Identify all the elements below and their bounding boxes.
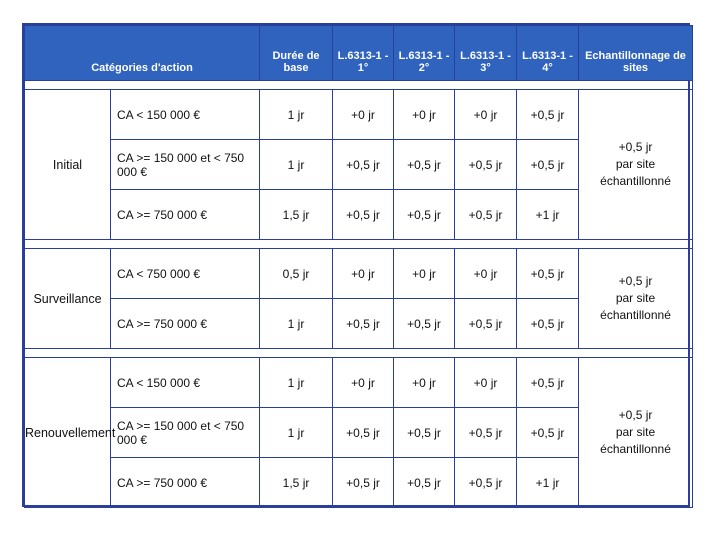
l6313-4-cell: +1 jr: [517, 190, 579, 240]
l6313-4-cell: +0,5 jr: [517, 408, 579, 458]
l6313-2-cell: +0,5 jr: [394, 408, 455, 458]
ca-threshold-cell: CA < 150 000 €: [111, 90, 260, 140]
spacer-row: [25, 349, 693, 358]
ca-threshold-cell: CA < 150 000 €: [111, 358, 260, 408]
table-row: [25, 90, 693, 140]
base-duration-cell: 1,5 jr: [260, 458, 333, 508]
l6313-1-cell: +0 jr: [333, 90, 394, 140]
l6313-2-cell: +0 jr: [394, 249, 455, 299]
header-l6313-1: L.6313-1 - 1°: [333, 26, 394, 81]
l6313-4-cell: +0,5 jr: [517, 140, 579, 190]
header-categories: Catégories d'action: [25, 26, 260, 81]
base-duration-cell: 1 jr: [260, 408, 333, 458]
l6313-2-cell: +0,5 jr: [394, 190, 455, 240]
l6313-4-cell: +0,5 jr: [517, 299, 579, 349]
l6313-3-cell: +0,5 jr: [455, 140, 517, 190]
site-sampling-cell: [579, 90, 693, 240]
ca-threshold-cell: CA >= 750 000 €: [111, 190, 260, 240]
l6313-3-cell: +0,5 jr: [455, 299, 517, 349]
l6313-2-cell: +0,5 jr: [394, 458, 455, 508]
site-sampling-line: par site échantillonné: [600, 291, 671, 322]
spacer-row: [25, 81, 693, 90]
base-duration-cell: 0,5 jr: [260, 249, 333, 299]
ca-threshold-cell: CA >= 750 000 €: [111, 458, 260, 508]
header-row: [25, 26, 693, 81]
l6313-3-cell: +0,5 jr: [455, 190, 517, 240]
base-duration-cell: 1 jr: [260, 90, 333, 140]
table-row: [25, 358, 693, 408]
ca-threshold-cell: CA >= 150 000 et < 750 000 €: [111, 140, 260, 190]
category-cell: Renouvellement: [25, 358, 111, 508]
site-sampling-line: par site échantillonné: [600, 157, 671, 188]
l6313-4-cell: +0,5 jr: [517, 249, 579, 299]
category-cell: Surveillance: [25, 249, 111, 349]
site-sampling-line: +0,5 jr: [618, 408, 653, 422]
site-sampling-cell: [579, 249, 693, 349]
l6313-2-cell: +0 jr: [394, 358, 455, 408]
l6313-4-cell: +1 jr: [517, 458, 579, 508]
spacer-cell: [25, 349, 693, 358]
l6313-2-cell: +0,5 jr: [394, 140, 455, 190]
audit-duration-table-container: [22, 23, 690, 507]
l6313-3-cell: +0 jr: [455, 358, 517, 408]
l6313-1-cell: +0,5 jr: [333, 140, 394, 190]
l6313-1-cell: +0,5 jr: [333, 408, 394, 458]
l6313-1-cell: +0,5 jr: [333, 299, 394, 349]
header-l6313-2: L.6313-1 - 2°: [394, 26, 455, 81]
site-sampling-cell: [579, 358, 693, 508]
header-base-duration: Durée de base: [260, 26, 333, 81]
table-row: [25, 249, 693, 299]
l6313-2-cell: +0,5 jr: [394, 299, 455, 349]
l6313-2-cell: +0 jr: [394, 90, 455, 140]
l6313-3-cell: +0 jr: [455, 90, 517, 140]
spacer-cell: [25, 240, 693, 249]
l6313-3-cell: +0,5 jr: [455, 408, 517, 458]
base-duration-cell: 1 jr: [260, 358, 333, 408]
l6313-3-cell: +0,5 jr: [455, 458, 517, 508]
l6313-3-cell: +0 jr: [455, 249, 517, 299]
base-duration-cell: 1 jr: [260, 299, 333, 349]
site-sampling-line: +0,5 jr: [618, 140, 653, 154]
header-l6313-4: L.6313-1 - 4°: [517, 26, 579, 81]
l6313-1-cell: +0 jr: [333, 249, 394, 299]
table-body: [25, 81, 693, 508]
ca-threshold-cell: CA >= 750 000 €: [111, 299, 260, 349]
ca-threshold-cell: CA < 750 000 €: [111, 249, 260, 299]
l6313-4-cell: +0,5 jr: [517, 358, 579, 408]
site-sampling-line: par site échantillonné: [600, 425, 671, 456]
site-sampling-line: +0,5 jr: [618, 274, 653, 288]
spacer-row: [25, 240, 693, 249]
l6313-1-cell: +0,5 jr: [333, 190, 394, 240]
base-duration-cell: 1 jr: [260, 140, 333, 190]
l6313-1-cell: +0 jr: [333, 358, 394, 408]
header-site-sampling: Echantillonnage de sites: [579, 26, 693, 81]
spacer-cell: [25, 81, 693, 90]
audit-duration-table: [24, 25, 693, 508]
l6313-4-cell: +0,5 jr: [517, 90, 579, 140]
category-cell: Initial: [25, 90, 111, 240]
ca-threshold-cell: CA >= 150 000 et < 750 000 €: [111, 408, 260, 458]
header-l6313-3: L.6313-1 - 3°: [455, 26, 517, 81]
l6313-1-cell: +0,5 jr: [333, 458, 394, 508]
base-duration-cell: 1,5 jr: [260, 190, 333, 240]
